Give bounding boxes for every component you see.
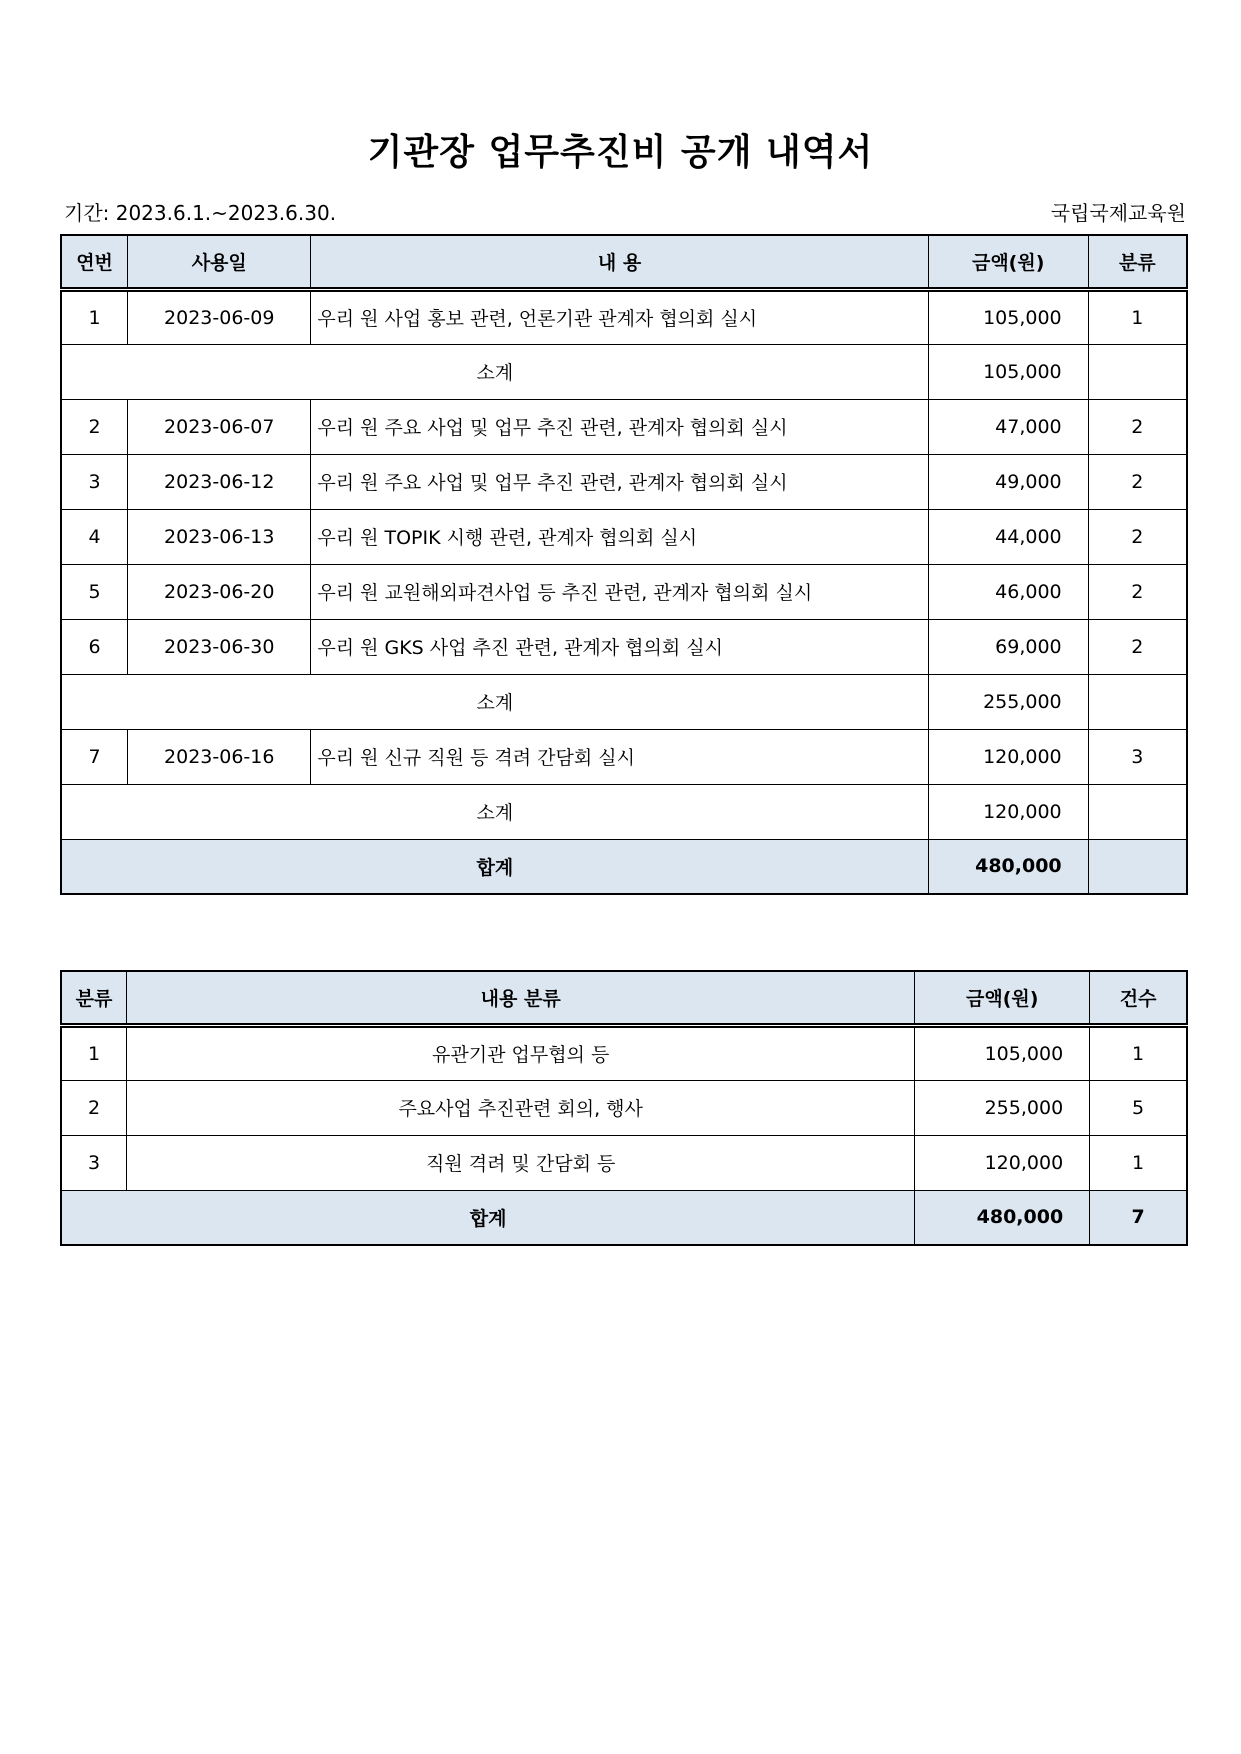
cell-amount: 44,000	[928, 509, 1088, 564]
cell-date: 2023-06-30	[128, 619, 311, 674]
cell-date: 2023-06-16	[128, 729, 311, 784]
cell-count: 5	[1090, 1080, 1187, 1135]
cell-category: 2	[1088, 399, 1187, 454]
subtotal-row	[61, 674, 1187, 729]
cell-category: 2	[1088, 454, 1187, 509]
subtotal-amount: 120,000	[928, 784, 1088, 839]
empty-cell	[1088, 784, 1187, 839]
table-row	[61, 509, 1187, 564]
table-row	[61, 454, 1187, 509]
cell-no: 1	[61, 289, 128, 344]
table-row	[61, 399, 1187, 454]
cell-category: 1	[1088, 289, 1187, 344]
subtotal-row	[61, 344, 1187, 399]
total-row	[61, 1190, 1187, 1245]
table-row	[61, 289, 1187, 344]
cell-amount: 105,000	[928, 289, 1088, 344]
cell-no: 2	[61, 399, 128, 454]
subtotal-label: 소계	[61, 784, 928, 839]
cell-amount: 120,000	[915, 1135, 1090, 1190]
cell-amount: 69,000	[928, 619, 1088, 674]
cell-content: 우리 원 사업 홍보 관련, 언론기관 관계자 협의회 실시	[311, 289, 928, 344]
cell-content: 유관기관 업무협의 등	[127, 1025, 915, 1080]
total-amount: 480,000	[928, 839, 1088, 894]
table-row	[61, 729, 1187, 784]
cell-content: 우리 원 주요 사업 및 업무 추진 관련, 관계자 협의회 실시	[311, 454, 928, 509]
cell-content: 우리 원 교원해외파견사업 등 추진 관련, 관계자 협의회 실시	[311, 564, 928, 619]
subtotal-label: 소계	[61, 344, 928, 399]
cell-content: 우리 원 GKS 사업 추진 관련, 관계자 협의회 실시	[311, 619, 928, 674]
cell-no: 3	[61, 454, 128, 509]
cell-date: 2023-06-07	[128, 399, 311, 454]
table-row	[61, 619, 1187, 674]
total-label: 합계	[61, 1190, 915, 1245]
empty-cell	[1088, 839, 1187, 894]
total-amount: 480,000	[915, 1190, 1090, 1245]
cell-amount: 120,000	[928, 729, 1088, 784]
header-no: 연번	[61, 235, 128, 289]
table-header-row	[61, 971, 1187, 1025]
table-row	[61, 1135, 1187, 1190]
cell-amount: 47,000	[928, 399, 1088, 454]
cell-content: 우리 원 신규 직원 등 격려 간담회 실시	[311, 729, 928, 784]
cell-no: 7	[61, 729, 128, 784]
cell-category: 2	[1088, 619, 1187, 674]
header-date: 사용일	[128, 235, 311, 289]
expense-detail-table	[60, 234, 1188, 895]
table-row	[61, 1080, 1187, 1135]
table-header-row	[61, 235, 1187, 289]
organization-name: 국립국제교육원	[1050, 201, 1186, 225]
cell-category: 3	[1088, 729, 1187, 784]
subtotal-label: 소계	[61, 674, 928, 729]
cell-content: 우리 원 주요 사업 및 업무 추진 관련, 관계자 협의회 실시	[311, 399, 928, 454]
cell-amount: 255,000	[915, 1080, 1090, 1135]
header-category: 분류	[1088, 235, 1187, 289]
cell-category: 2	[1088, 509, 1187, 564]
header-content: 내 용	[311, 235, 928, 289]
subtotal-amount: 105,000	[928, 344, 1088, 399]
cell-date: 2023-06-20	[128, 564, 311, 619]
cell-count: 1	[1090, 1025, 1187, 1080]
header-category: 분류	[61, 971, 127, 1025]
cell-amount: 105,000	[915, 1025, 1090, 1080]
subtotal-amount: 255,000	[928, 674, 1088, 729]
header-amount: 금액(원)	[915, 971, 1090, 1025]
cell-category: 2	[1088, 564, 1187, 619]
header-count: 건수	[1090, 971, 1187, 1025]
cell-content: 직원 격려 및 간담회 등	[127, 1135, 915, 1190]
header-amount: 금액(원)	[928, 235, 1088, 289]
total-row	[61, 839, 1187, 894]
cell-content: 우리 원 TOPIK 시행 관련, 관계자 협의회 실시	[311, 509, 928, 564]
cell-category: 2	[61, 1080, 127, 1135]
table-row	[61, 564, 1187, 619]
cell-no: 4	[61, 509, 128, 564]
empty-cell	[1088, 674, 1187, 729]
cell-count: 1	[1090, 1135, 1187, 1190]
subtotal-row	[61, 784, 1187, 839]
cell-no: 6	[61, 619, 128, 674]
cell-date: 2023-06-09	[128, 289, 311, 344]
cell-date: 2023-06-12	[128, 454, 311, 509]
category-summary-table	[60, 970, 1188, 1246]
page-title: 기관장 업무추진비 공개 내역서	[367, 132, 874, 173]
total-count: 7	[1090, 1190, 1187, 1245]
table-row	[61, 1025, 1187, 1080]
cell-amount: 49,000	[928, 454, 1088, 509]
header-content-category: 내용 분류	[127, 971, 915, 1025]
cell-date: 2023-06-13	[128, 509, 311, 564]
cell-amount: 46,000	[928, 564, 1088, 619]
empty-cell	[1088, 344, 1187, 399]
period-label: 기간: 2023.6.1.~2023.6.30.	[64, 201, 337, 225]
cell-content: 주요사업 추진관련 회의, 행사	[127, 1080, 915, 1135]
cell-category: 1	[61, 1025, 127, 1080]
cell-no: 5	[61, 564, 128, 619]
cell-category: 3	[61, 1135, 127, 1190]
total-label: 합계	[61, 839, 928, 894]
